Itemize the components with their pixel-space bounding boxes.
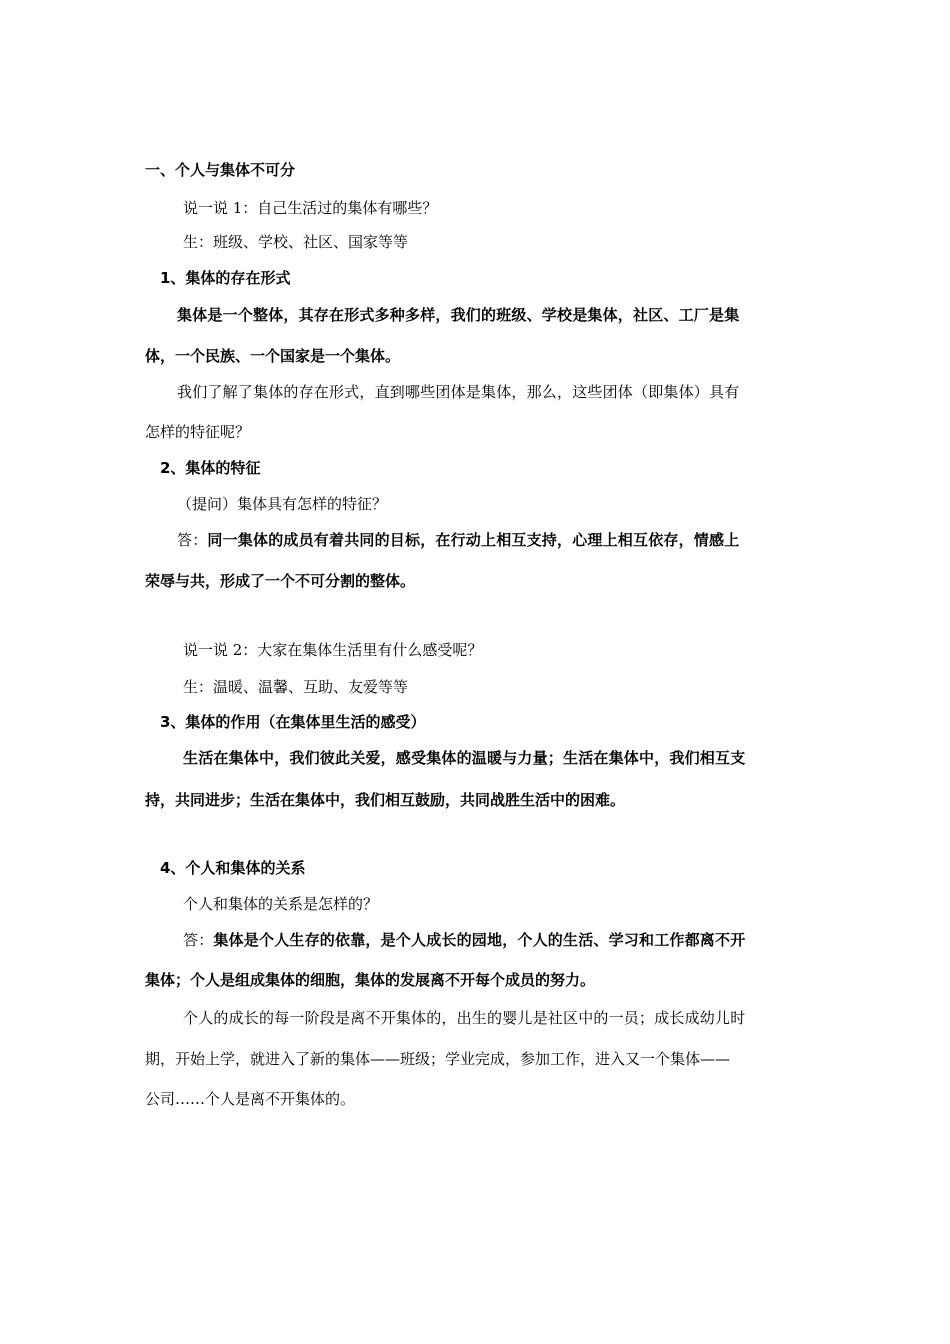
paragraph-line: 怎样的特征呢？ bbox=[145, 423, 251, 441]
paragraph-line: 生活在集体中，我们彼此关爱，感受集体的温暖与力量；生活在集体中，我们相互支 bbox=[183, 749, 746, 767]
answer-line bbox=[183, 930, 805, 950]
answer-label: 答： bbox=[177, 531, 208, 549]
paragraph-line: 体，一个民族、一个国家是一个集体。 bbox=[145, 347, 401, 365]
answer-label: 答： bbox=[183, 931, 214, 949]
paragraph-line: 公司……个人是离不开集体的。 bbox=[145, 1090, 356, 1108]
answer-line: 荣辱与共，形成了一个不可分割的整体。 bbox=[145, 572, 416, 590]
subsection-heading: 4、个人和集体的关系 bbox=[160, 859, 306, 877]
question-line: 个人和集体的关系是怎样的？ bbox=[183, 895, 379, 913]
subsection-heading: 2、集体的特征 bbox=[160, 459, 261, 477]
paragraph-line: 持，共同进步；生活在集体中，我们相互鼓励，共同战胜生活中的困难。 bbox=[145, 791, 626, 809]
answer-text: 同一集体的成员有着共同的目标，在行动上相互支持，心理上相互依存，情感上 bbox=[207, 531, 740, 549]
subsection-heading: 3、集体的作用（在集体里生活的感受） bbox=[160, 713, 426, 731]
subsection-heading: 1、集体的存在形式 bbox=[160, 269, 291, 287]
paragraph-line: 我们了解了集体的存在形式，直到哪些团体是集体，那么，这些团体（即集体）具有 bbox=[177, 383, 740, 401]
discussion-question: 说一说 1：自己生活过的集体有哪些？ bbox=[183, 199, 438, 217]
student-answer: 生：温暖、温馨、互助、友爱等等 bbox=[183, 678, 409, 696]
answer-line: 集体；个人是组成集体的细胞，集体的发展离不开每个成员的努力。 bbox=[145, 971, 596, 989]
paragraph-line: 个人的成长的每一阶段是离不开集体的，出生的婴儿是社区中的一员；成长成幼儿时 bbox=[183, 1009, 746, 1027]
discussion-question: 说一说 2：大家在集体生活里有什么感受呢？ bbox=[183, 641, 483, 659]
answer-text: 集体是个人生存的依靠，是个人成长的园地，个人的生活、学习和工作都离不开 bbox=[213, 931, 746, 949]
answer-line bbox=[177, 530, 805, 550]
paragraph-line: 期，开始上学，就进入了新的集体——班级；学业完成，参加工作，进入又一个集体—— bbox=[145, 1050, 731, 1068]
paragraph-line: 集体是一个整体，其存在形式多种多样，我们的班级、学校是集体，社区、工厂是集 bbox=[177, 306, 740, 324]
question-line: （提问）集体具有怎样的特征？ bbox=[177, 495, 388, 513]
student-answer: 生：班级、学校、社区、国家等等 bbox=[183, 233, 409, 251]
section-heading: 一、个人与集体不可分 bbox=[145, 161, 296, 179]
